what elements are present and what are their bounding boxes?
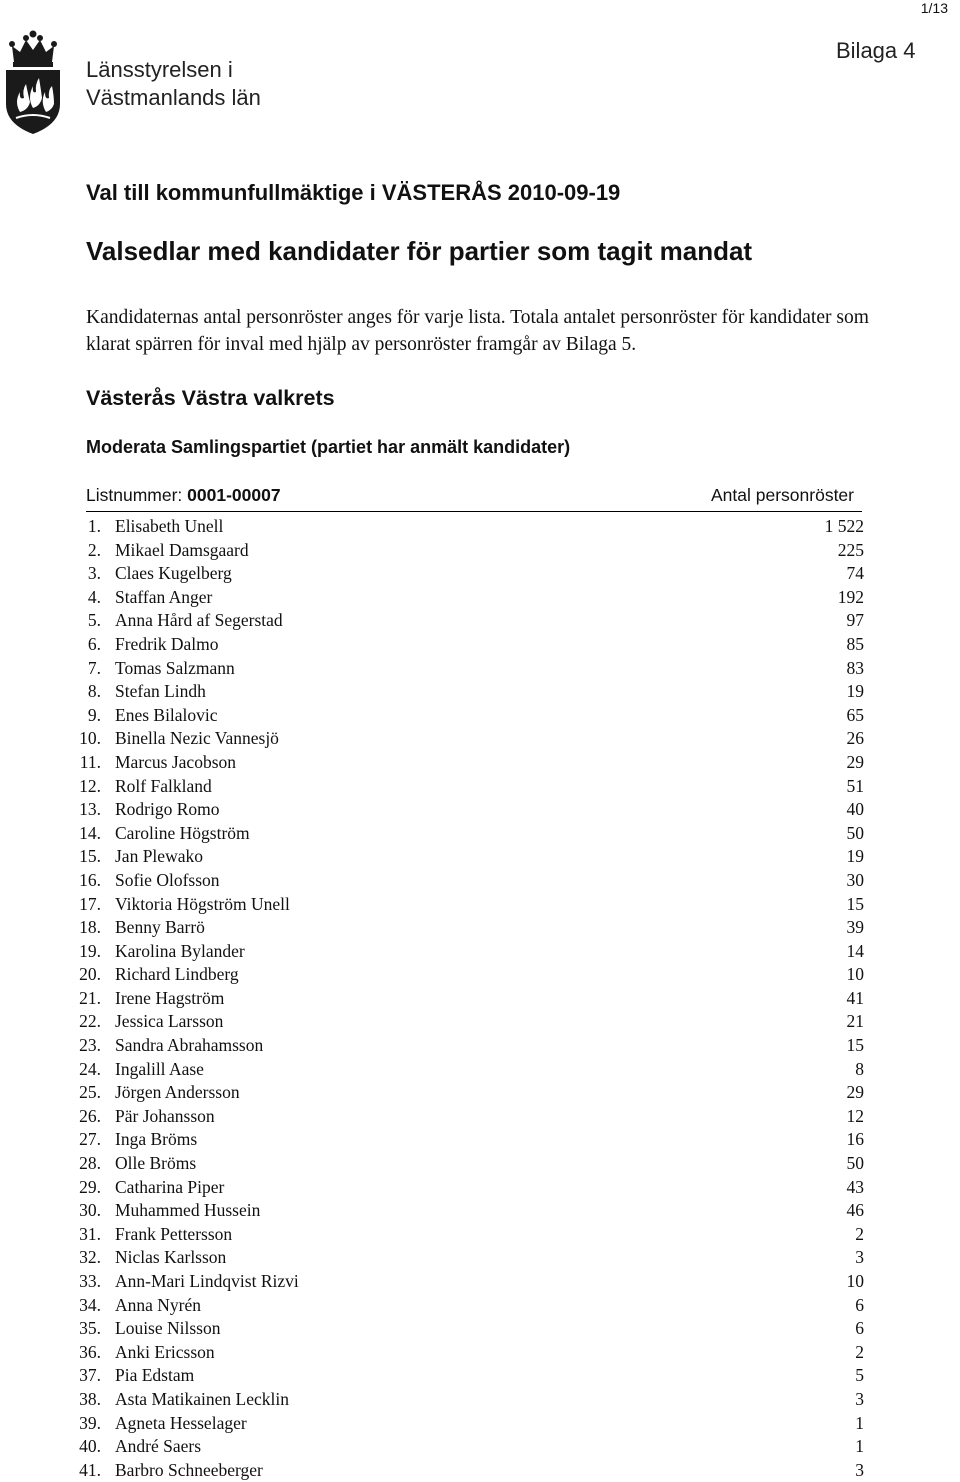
candidate-number: 20. [79, 964, 101, 985]
candidate-name: Elisabeth Unell [115, 516, 224, 536]
candidate-votes: 21 [846, 1011, 864, 1032]
candidate-votes: 3 [855, 1247, 864, 1268]
candidate-row [79, 1364, 864, 1388]
candidate-votes: 50 [846, 822, 864, 843]
candidate-name: Claes Kugelberg [115, 563, 232, 584]
candidate-votes: 83 [846, 657, 864, 678]
document-subtitle: Valsedlar med kandidater för partier som tagit mandat [86, 236, 753, 266]
candidate-number: 8. [87, 681, 101, 702]
candidate-list [79, 515, 864, 1482]
candidate-row [86, 562, 864, 586]
candidate-number: 6. [87, 633, 101, 654]
candidate-number: 36. [79, 1341, 101, 1362]
district-heading: Västerås Västra valkrets [86, 386, 335, 410]
candidate-name: Muhammed Hussein [115, 1200, 261, 1221]
candidate-votes: 50 [846, 1153, 864, 1174]
candidate-name: Pia Edstam [115, 1365, 195, 1386]
candidate-name: Jan Plewako [115, 846, 203, 867]
candidate-name: Jörgen Andersson [115, 1082, 240, 1103]
candidate-row [86, 680, 864, 704]
candidate-votes: 225 [837, 539, 864, 560]
candidate-row [86, 633, 864, 657]
candidate-name: Agneta Hesselager [115, 1412, 247, 1433]
candidate-row [79, 775, 864, 799]
candidate-row [86, 657, 864, 681]
candidate-name: Tomas Salzmann [115, 657, 235, 678]
candidate-row [79, 987, 864, 1011]
candidate-name: André Saers [115, 1436, 202, 1457]
candidate-votes: 29 [846, 751, 864, 772]
candidate-name: Rolf Falkland [115, 775, 212, 796]
candidate-number: 30. [79, 1200, 101, 1221]
candidate-name: Rodrigo Romo [115, 799, 220, 820]
candidate-votes: 5 [855, 1365, 864, 1386]
candidate-number: 11. [79, 751, 101, 772]
candidate-name: Louise Nilsson [115, 1318, 221, 1339]
candidate-row [79, 1388, 864, 1412]
candidate-votes: 16 [846, 1129, 864, 1150]
candidate-number: 24. [79, 1058, 101, 1079]
candidate-votes: 46 [846, 1200, 864, 1221]
candidate-row [86, 704, 864, 728]
candidate-row [79, 1081, 864, 1105]
candidate-number: 35. [79, 1318, 101, 1339]
candidate-name: Enes Bilalovic [115, 704, 218, 725]
candidate-votes: 65 [846, 704, 864, 725]
candidate-number: 9. [87, 704, 101, 725]
candidate-name: Ann-Mari Lindqvist Rizvi [115, 1271, 299, 1291]
candidate-votes: 19 [846, 681, 864, 702]
candidate-name: Fredrik Dalmo [115, 633, 219, 654]
candidate-number: 1. [87, 516, 101, 536]
candidate-number: 22. [79, 1011, 101, 1032]
candidate-number: 7. [87, 657, 101, 678]
candidate-votes: 1 [855, 1412, 864, 1433]
candidate-number: 25. [79, 1082, 101, 1103]
candidate-votes: 30 [846, 869, 864, 890]
candidate-name: Catharina Piper [115, 1176, 225, 1197]
candidate-row [79, 1294, 864, 1318]
candidate-row [86, 609, 864, 633]
candidate-votes: 85 [846, 633, 864, 654]
candidate-number: 2. [87, 539, 101, 560]
candidate-number: 31. [79, 1223, 101, 1244]
candidate-votes: 8 [855, 1058, 864, 1079]
candidate-name: Sofie Olofsson [115, 869, 220, 890]
votes-column-header: Antal personröster [711, 485, 854, 505]
candidate-row [79, 1152, 864, 1176]
candidate-row [79, 963, 864, 987]
candidate-votes: 39 [846, 917, 864, 938]
candidate-number: 4. [87, 586, 101, 607]
candidate-row [79, 1223, 864, 1247]
candidate-votes: 10 [846, 964, 864, 985]
candidate-name: Pär Johansson [115, 1105, 215, 1126]
list-number-label [86, 485, 281, 506]
election-title: Val till kommunfullmäktige i VÄSTERÅS 2010-09-19 [86, 180, 621, 205]
candidate-votes: 12 [846, 1105, 864, 1126]
candidate-row [79, 1010, 864, 1034]
candidate-votes: 2 [855, 1223, 864, 1244]
page-number: 1/13 [920, 0, 948, 16]
candidate-number: 5. [87, 610, 101, 631]
candidate-name: Ingalill Aase [115, 1058, 204, 1079]
candidate-number: 12. [79, 775, 101, 796]
candidate-name: Frank Pettersson [115, 1223, 233, 1244]
candidate-name: Marcus Jacobson [115, 751, 237, 772]
candidate-row [79, 822, 864, 846]
candidate-votes: 14 [846, 940, 864, 961]
candidate-row [79, 1128, 864, 1152]
candidate-name: Binella Nezic Vannesjö [115, 728, 279, 749]
candidate-row [79, 1105, 864, 1129]
candidate-votes: 3 [855, 1388, 864, 1409]
candidate-row [79, 1058, 864, 1082]
candidate-row [79, 916, 864, 940]
candidate-votes: 26 [846, 728, 864, 749]
candidate-row [79, 1034, 864, 1058]
candidate-name: Mikael Damsgaard [115, 539, 249, 560]
candidate-name: Benny Barrö [115, 917, 205, 938]
candidate-number: 32. [79, 1247, 101, 1268]
candidate-votes: 192 [837, 586, 864, 607]
candidate-row [79, 1412, 864, 1436]
candidate-number: 37. [79, 1365, 101, 1386]
appendix-label: Bilaga 4 [836, 38, 916, 63]
list-number: 0001-00007 [187, 485, 281, 505]
candidate-row [79, 1459, 864, 1482]
candidate-votes: 1 522 [824, 516, 864, 536]
candidate-votes: 15 [846, 893, 864, 914]
candidate-name: Olle Bröms [115, 1153, 197, 1174]
candidate-number: 26. [79, 1105, 101, 1126]
candidate-votes: 40 [846, 799, 864, 820]
candidate-row [79, 869, 864, 893]
candidate-votes: 2 [855, 1341, 864, 1362]
candidate-row [79, 751, 864, 775]
candidate-number: 27. [79, 1129, 101, 1150]
candidate-name: Staffan Anger [115, 586, 213, 607]
candidate-votes: 43 [846, 1176, 864, 1197]
county-coat-of-arms-icon [2, 28, 64, 136]
candidate-number: 33. [79, 1271, 101, 1291]
candidate-votes: 51 [846, 775, 864, 796]
list-header [86, 485, 862, 512]
candidate-number: 18. [79, 917, 101, 938]
candidate-votes: 1 [855, 1436, 864, 1457]
list-label-text: Listnummer: [86, 485, 183, 505]
candidate-number: 13. [79, 799, 101, 820]
candidate-name: Anki Ericsson [115, 1341, 215, 1362]
candidate-votes: 29 [846, 1082, 864, 1103]
candidate-number: 19. [79, 940, 101, 961]
candidate-row [79, 845, 864, 869]
candidate-name: Inga Bröms [115, 1129, 198, 1150]
candidate-row [79, 1270, 864, 1294]
candidate-row [79, 1341, 864, 1365]
candidate-number: 3. [87, 563, 101, 584]
candidate-number: 14. [79, 822, 101, 843]
authority-line-1: Länsstyrelsen i [86, 57, 233, 82]
candidate-name: Jessica Larsson [115, 1011, 224, 1032]
candidate-row [86, 539, 864, 563]
candidate-number: 41. [79, 1459, 101, 1480]
candidate-name: Niclas Karlsson [115, 1247, 227, 1268]
candidate-number: 23. [79, 1035, 101, 1056]
candidate-number: 16. [79, 869, 101, 890]
candidate-number: 28. [79, 1153, 101, 1174]
candidate-number: 10. [79, 728, 101, 749]
candidate-name: Asta Matikainen Lecklin [115, 1388, 289, 1409]
candidate-row [79, 1246, 864, 1270]
candidate-row [79, 1435, 864, 1459]
candidate-name: Viktoria Högström Unell [115, 893, 290, 914]
candidate-row [79, 1199, 864, 1223]
candidate-number: 40. [79, 1436, 101, 1457]
candidate-row [79, 1317, 864, 1341]
party-heading: Moderata Samlingspartiet (partiet har anmält kandidater) [86, 437, 571, 457]
candidate-number: 17. [79, 893, 101, 914]
candidate-number: 15. [79, 846, 101, 867]
candidate-votes: 3 [855, 1459, 864, 1480]
candidate-row [79, 727, 864, 751]
candidate-name: Irene Hagström [115, 987, 225, 1008]
candidate-name: Barbro Schneeberger [115, 1459, 263, 1480]
candidate-name: Richard Lindberg [115, 964, 239, 985]
candidate-number: 39. [79, 1412, 101, 1433]
candidate-name: Caroline Högström [115, 822, 250, 843]
candidate-name: Stefan Lindh [115, 681, 206, 702]
candidate-name: Sandra Abrahamsson [115, 1035, 264, 1056]
candidate-row [79, 798, 864, 822]
candidate-number: 29. [79, 1176, 101, 1197]
candidate-name: Karolina Bylander [115, 940, 245, 961]
candidate-row [86, 586, 864, 610]
candidate-number: 34. [79, 1294, 101, 1315]
candidate-number: 21. [79, 987, 101, 1008]
candidate-votes: 6 [855, 1294, 864, 1315]
candidate-row [79, 893, 864, 917]
candidate-number: 38. [79, 1388, 101, 1409]
candidate-row [86, 515, 864, 539]
candidate-name: Anna Nyrén [115, 1294, 202, 1315]
candidate-votes: 10 [846, 1271, 864, 1291]
issuing-authority [86, 56, 261, 112]
candidate-votes: 97 [846, 610, 864, 631]
authority-line-2: Västmanlands län [86, 85, 261, 110]
intro-paragraph: Kandidaternas antal personröster anges för varje lista. Totala antalet personröster för kandidater som klarat spärren för inval med hjälp av personröster framgår av Bilaga 5. [86, 307, 869, 355]
candidate-votes: 19 [846, 846, 864, 867]
candidate-votes: 41 [846, 987, 864, 1008]
candidate-votes: 6 [855, 1318, 864, 1339]
candidate-row [79, 1176, 864, 1200]
candidate-votes: 74 [846, 563, 864, 584]
candidate-name: Anna Hård af Segerstad [115, 610, 283, 631]
candidate-row [79, 940, 864, 964]
candidate-votes: 15 [846, 1035, 864, 1056]
